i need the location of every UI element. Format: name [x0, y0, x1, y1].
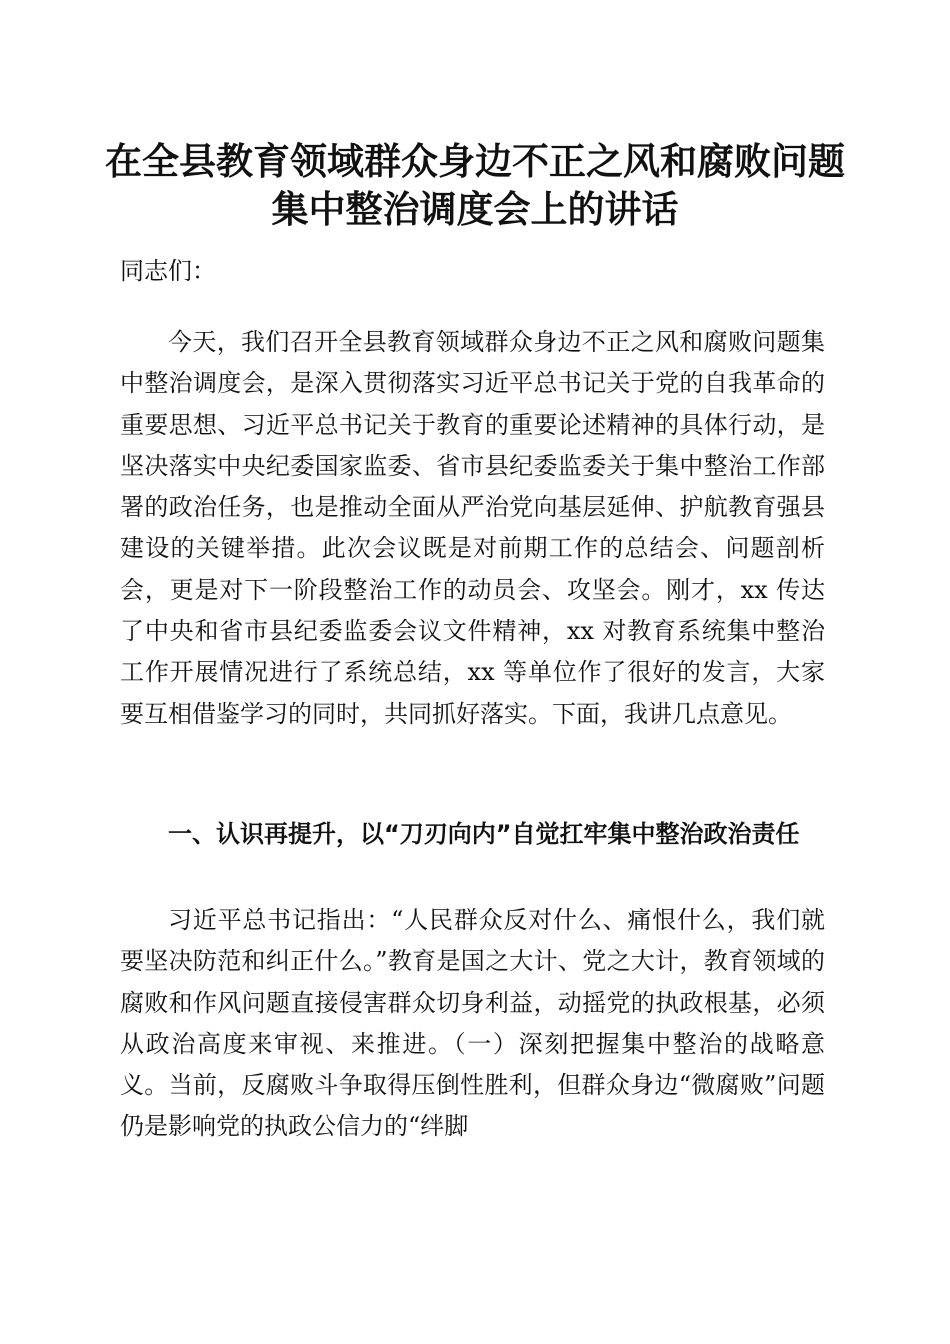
paragraph-section-1: 习近平总书记指出：“人民群众反对什么、痛恨什么，我们就要坚决防范和纠正什么。”教育是国之大计、党之大计，教育领域的腐败和作风问题直接侵害群众切身利益，动摇党的执政根基，必须从政治高度来审视、来推进。（一）深刻把握集中整治的战略意义。当前，反腐败斗争取得压倒性胜利，但群众身边“微腐败”问题仍是影响党的执政公信力的“绊脚 [120, 906, 825, 1141]
salutation: 同志们： [120, 257, 216, 285]
section-heading-1: 一、认识再提升，以“刀刃向内”自觉扛牢集中整治政治责任 [168, 820, 800, 848]
document-title-line-2: 集中整治调度会上的讲话 [271, 187, 679, 231]
paragraph-intro: 今天，我们召开全县教育领域群众身边不正之风和腐败问题集中整治调度会，是深入贯彻落实习近平总书记关于党的自我革命的重要思想、习近平总书记关于教育的重要论述精神的具体行动，是坚决落实中央纪委国家监委、省市县纪委监委关于集中整治工作部署的政治任务，也是推动全面从严治党向基层延伸、护航教育强县建设的关键举措。此次会议既是对前期工作的总结会、问题剖析会，更是对下一阶段整治工作的动员会、攻坚会。刚才，xx 传达了中央和省市县纪委监委会议文件精神，xx 对教育系统集中整治工作开展情况进行了系统总结，xx 等单位作了很好的发言，大家要互相借鉴学习的同时，共同抓好落实。下面，我讲几点意见。 [120, 328, 825, 728]
document-title-line-1: 在全县教育领域群众身边不正之风和腐败问题 [105, 139, 845, 183]
